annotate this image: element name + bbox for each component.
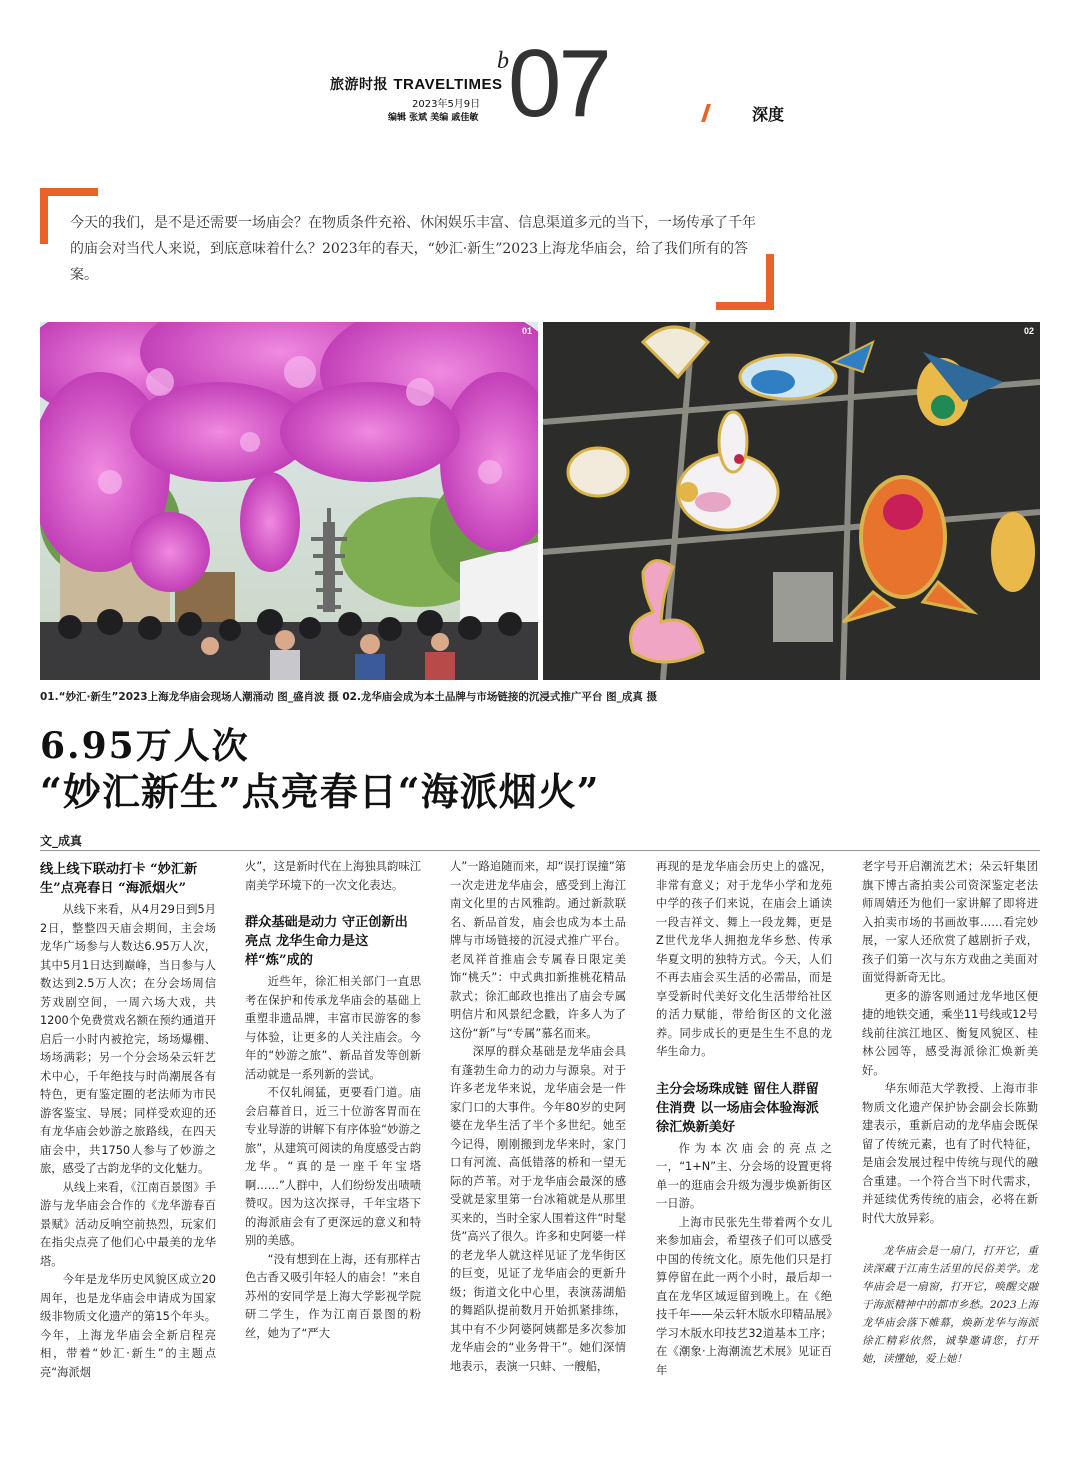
article-column-5: [862, 858, 1038, 1368]
subheading-2: 群众基础是动力 守正创新出亮点 龙华生命力是这样“炼”成的: [245, 915, 408, 968]
paragraph: 深厚的群众基础是龙华庙会具有蓬勃生命力的动力与源泉。对于许多老龙华来说，龙华庙会是一件家门口的大事件。今年80岁的史阿婆在龙华生活了半个多世纪。她至今记得，刚刚搬到龙华来时，家门口有河流、高低错落的桥和一望无际的芦苇。对于龙华庙会最深的感受就是家里第一台冰箱就是从那里买来的，当时全家人围着这件“时髦货”高兴了很久。许多和史阿婆一样的老龙华人就这样见证了龙华街区的巨变，见证了龙华庙会的更新升级；街道文化中心里，表演荡湖船的舞蹈队提前数月开始抓紧排练，其中有不少阿婆阿姨都是多次参加龙华庙会的“业务骨干”。她们深情地表示，表演一只蚌、一艘船，: [450, 1045, 626, 1373]
article-column-3: [450, 858, 626, 1376]
paragraph: 从线上来看，《江南百景图》手游与龙华庙会合作的《龙华游春百景赋》活动反响空前热烈，玩家们在指尖点亮了他们心中最美的龙华塔。: [40, 1180, 216, 1268]
photo-1-number: 01: [522, 326, 533, 336]
brooch-tray-illustration: [543, 322, 1040, 680]
paragraph: 更多的游客则通过龙华地区便捷的地铁交通，乘坐11号线或12号线前往滨江地区、衡复风貌区、桂林公园等，感受海派徐汇焕新美好。: [862, 989, 1038, 1077]
paragraph: 近些年，徐汇相关部门一直思考在保护和传承龙华庙会的基础上重塑非遗品牌，丰富市民游客的参与体验，让更多的人关注庙会。今年的“妙游之旅”、新品首发等创新活动就是一系列新的尝试。: [245, 975, 421, 1081]
paragraph: 火”，这是新时代在上海独具韵味江南美学环境下的一次文化表达。: [245, 860, 421, 892]
article-column-2: [245, 858, 421, 1343]
photo-brooches: [543, 322, 1040, 680]
paragraph: 上海市民张先生带着两个女儿来参加庙会，希望孩子们可以感受中国的传统文化。原先他们只是打算停留在此一两个小时，最后却一直在龙华区域逗留到晚上。在《绝技千年——朵云轩木版水印精品展》学习木版水印技艺32道基本工序；在《潮象·上海潮流艺术展》见证百年: [656, 1215, 832, 1377]
paragraph: 老字号开启潮流艺术；朵云轩集团旗下博古斋拍卖公司资深鉴定老法师周婧还为他们一家讲解了即将进入拍卖市场的书画故事……看完妙展，一家人还欣赏了越剧折子戏，孩子们第一次与东方戏曲之美面对面觉得新奇无比。: [862, 860, 1038, 984]
section-label: 深度: [752, 105, 785, 124]
divider: [40, 850, 1040, 851]
blossom-scene-illustration: [40, 322, 538, 680]
paragraph: 华东师范大学教授、上海市非物质文化遗产保护协会副会长陈勤建表示，重新启动的龙华庙会既保留了传统元素，也有了时代特征，是庙会发展过程中传统与现代的融合重建。一个符合当下时代需求，并延续优秀传统的庙会，必将在新时代大放异彩。: [862, 1082, 1038, 1225]
page-number: 07: [508, 30, 609, 137]
subheading-1: 线上线下联动打卡 “妙汇新生”点亮春日 “海派烟火”: [40, 862, 198, 896]
issue-date: 2023年5月9日: [412, 99, 481, 110]
section-slash: [701, 104, 711, 122]
headline-line-2: “妙汇新生”点亮春日“海派烟火”: [40, 769, 600, 814]
brand-en: TRAVELTIMES: [393, 76, 503, 93]
photo-crowd-blossom: [40, 322, 538, 680]
brand-cn: 旅游时报: [330, 77, 388, 93]
paragraph: “没有想到在上海，还有那样古色古香又吸引年轻人的庙会！”来自苏州的安同学是上海大学影视学院研二学生，作为江南百景图的粉丝，她为了“严大: [245, 1252, 421, 1340]
paragraph: 不仅轧闹猛，更要看门道。庙会启幕首日，近三十位游客胃而在专业导游的讲解下有序体验“妙游之旅”，从建筑可阅读的角度感受古韵龙华。“真的是一座千年宝塔啊……”人群中，人们纷纷发出啧啧赞叹。因为这次探寻，千年宝塔下的海派庙会有了更深远的意义和特别的美感。: [245, 1086, 421, 1247]
paragraph: 今年是龙华历史风貌区成立20周年，也是龙华庙会申请成为国家级非物质文化遗产的第15个年头。今年，上海龙华庙会全新启程亮相，带着“妙汇·新生”的主题点亮“海派烟: [40, 1273, 216, 1379]
article-column-4: [656, 858, 832, 1380]
edition-letter: b: [497, 48, 509, 74]
paragraph: 从线下来看，从4月29日到5月2日，整整四天庙会期间，主会场龙华广场参与人数达6.95万人次，其中5月1日达到巅峰，当日参与人数达到2.5万人次；在分会场周信芳戏剧空间，一周六场大戏，共1200个免费赏戏名额在预约通道开启后一小时内被抢完，场场爆棚、场场满彩；另一个分会场朵云轩艺术中心，千年绝技与时尚潮展各有特色，更有鉴定圈的老法师为市民游客鉴宝、导展；同样受欢迎的还有龙华庙会妙游之旅路线，在四天庙会中，共1750人参与了妙游之旅，感受了古韵龙华的文化魅力。: [40, 903, 216, 1175]
closing-note: 龙华庙会是一扇门，打开它，重读深藏于江南生活里的民俗美学。龙华庙会是一扇窗，打开它，唤醒交融于海派精神中的都市乡愁。2023上海龙华庙会落下帷幕，焕新龙华与海派徐汇精彩依然，诚挚邀请您，打开她，读懂她，爱上她！: [862, 1245, 1038, 1365]
byline: 文_成真: [40, 834, 83, 848]
intro-paragraph: 今天的我们，是不是还需要一场庙会？在物质条件充裕、休闲娱乐丰富、信息渠道多元的当下，一场传承了千年的庙会对当代人来说，到底意味着什么？2023年的春天，“妙汇·新生”2023上海龙华庙会，给了我们所有的答案。: [70, 215, 756, 283]
headline: [40, 724, 599, 816]
photo-caption: 01.“妙汇·新生”2023上海龙华庙会现场人潮涌动 图_盛肖波 摄 02.龙华庙会成为本土品牌与市场链接的沉浸式推广平台 图_成真 摄: [40, 691, 657, 703]
masthead-brand: [330, 74, 502, 94]
subheading-3: 主分会场珠成链 留住人群留住消费 以一场庙会体验海派徐汇焕新美好: [656, 1081, 819, 1135]
paragraph: 再现的是龙华庙会历史上的盛况，非常有意义；对于龙华小学和龙苑中学的孩子们来说，在庙会上诵读一段吉祥文、舞上一段龙舞，更是Z世代龙华人拥抱龙华乡愁、传承华夏文明的独特方式。今天，人们不再去庙会买生活的必需品，而是享受新时代美好文化生活带给社区的活力赋能，带给街区的文化滋养。同步成长的更是生生不息的龙华生命力。: [656, 860, 832, 1058]
editors-credit: 编辑 张斌 美编 戚佳敏: [388, 113, 479, 123]
paragraph: 人”一路追随而来，却“误打误撞”第一次走进龙华庙会，感受到上海江南文化里的古风雅韵。通过新款联名、新品首发，庙会也成为本土品牌与市场链接的沉浸式推广平台。老凤祥首推庙会专属春日限定美饰“桃夭”：中式典扣新推桃花精品款式；徐汇邮政也推出了庙会专属明信片和风景纪念戳，许多人为了这份“新”与“专属”慕名而来。: [450, 860, 626, 1040]
paragraph: 作为本次庙会的亮点之一，“1+N”主、分会场的设置更将单一的逛庙会升级为漫步焕新街区一日游。: [656, 1141, 832, 1210]
article-column-1: [40, 858, 216, 1382]
photo-2-number: 02: [1024, 326, 1035, 336]
headline-line-1: 6.95万人次: [40, 725, 250, 767]
